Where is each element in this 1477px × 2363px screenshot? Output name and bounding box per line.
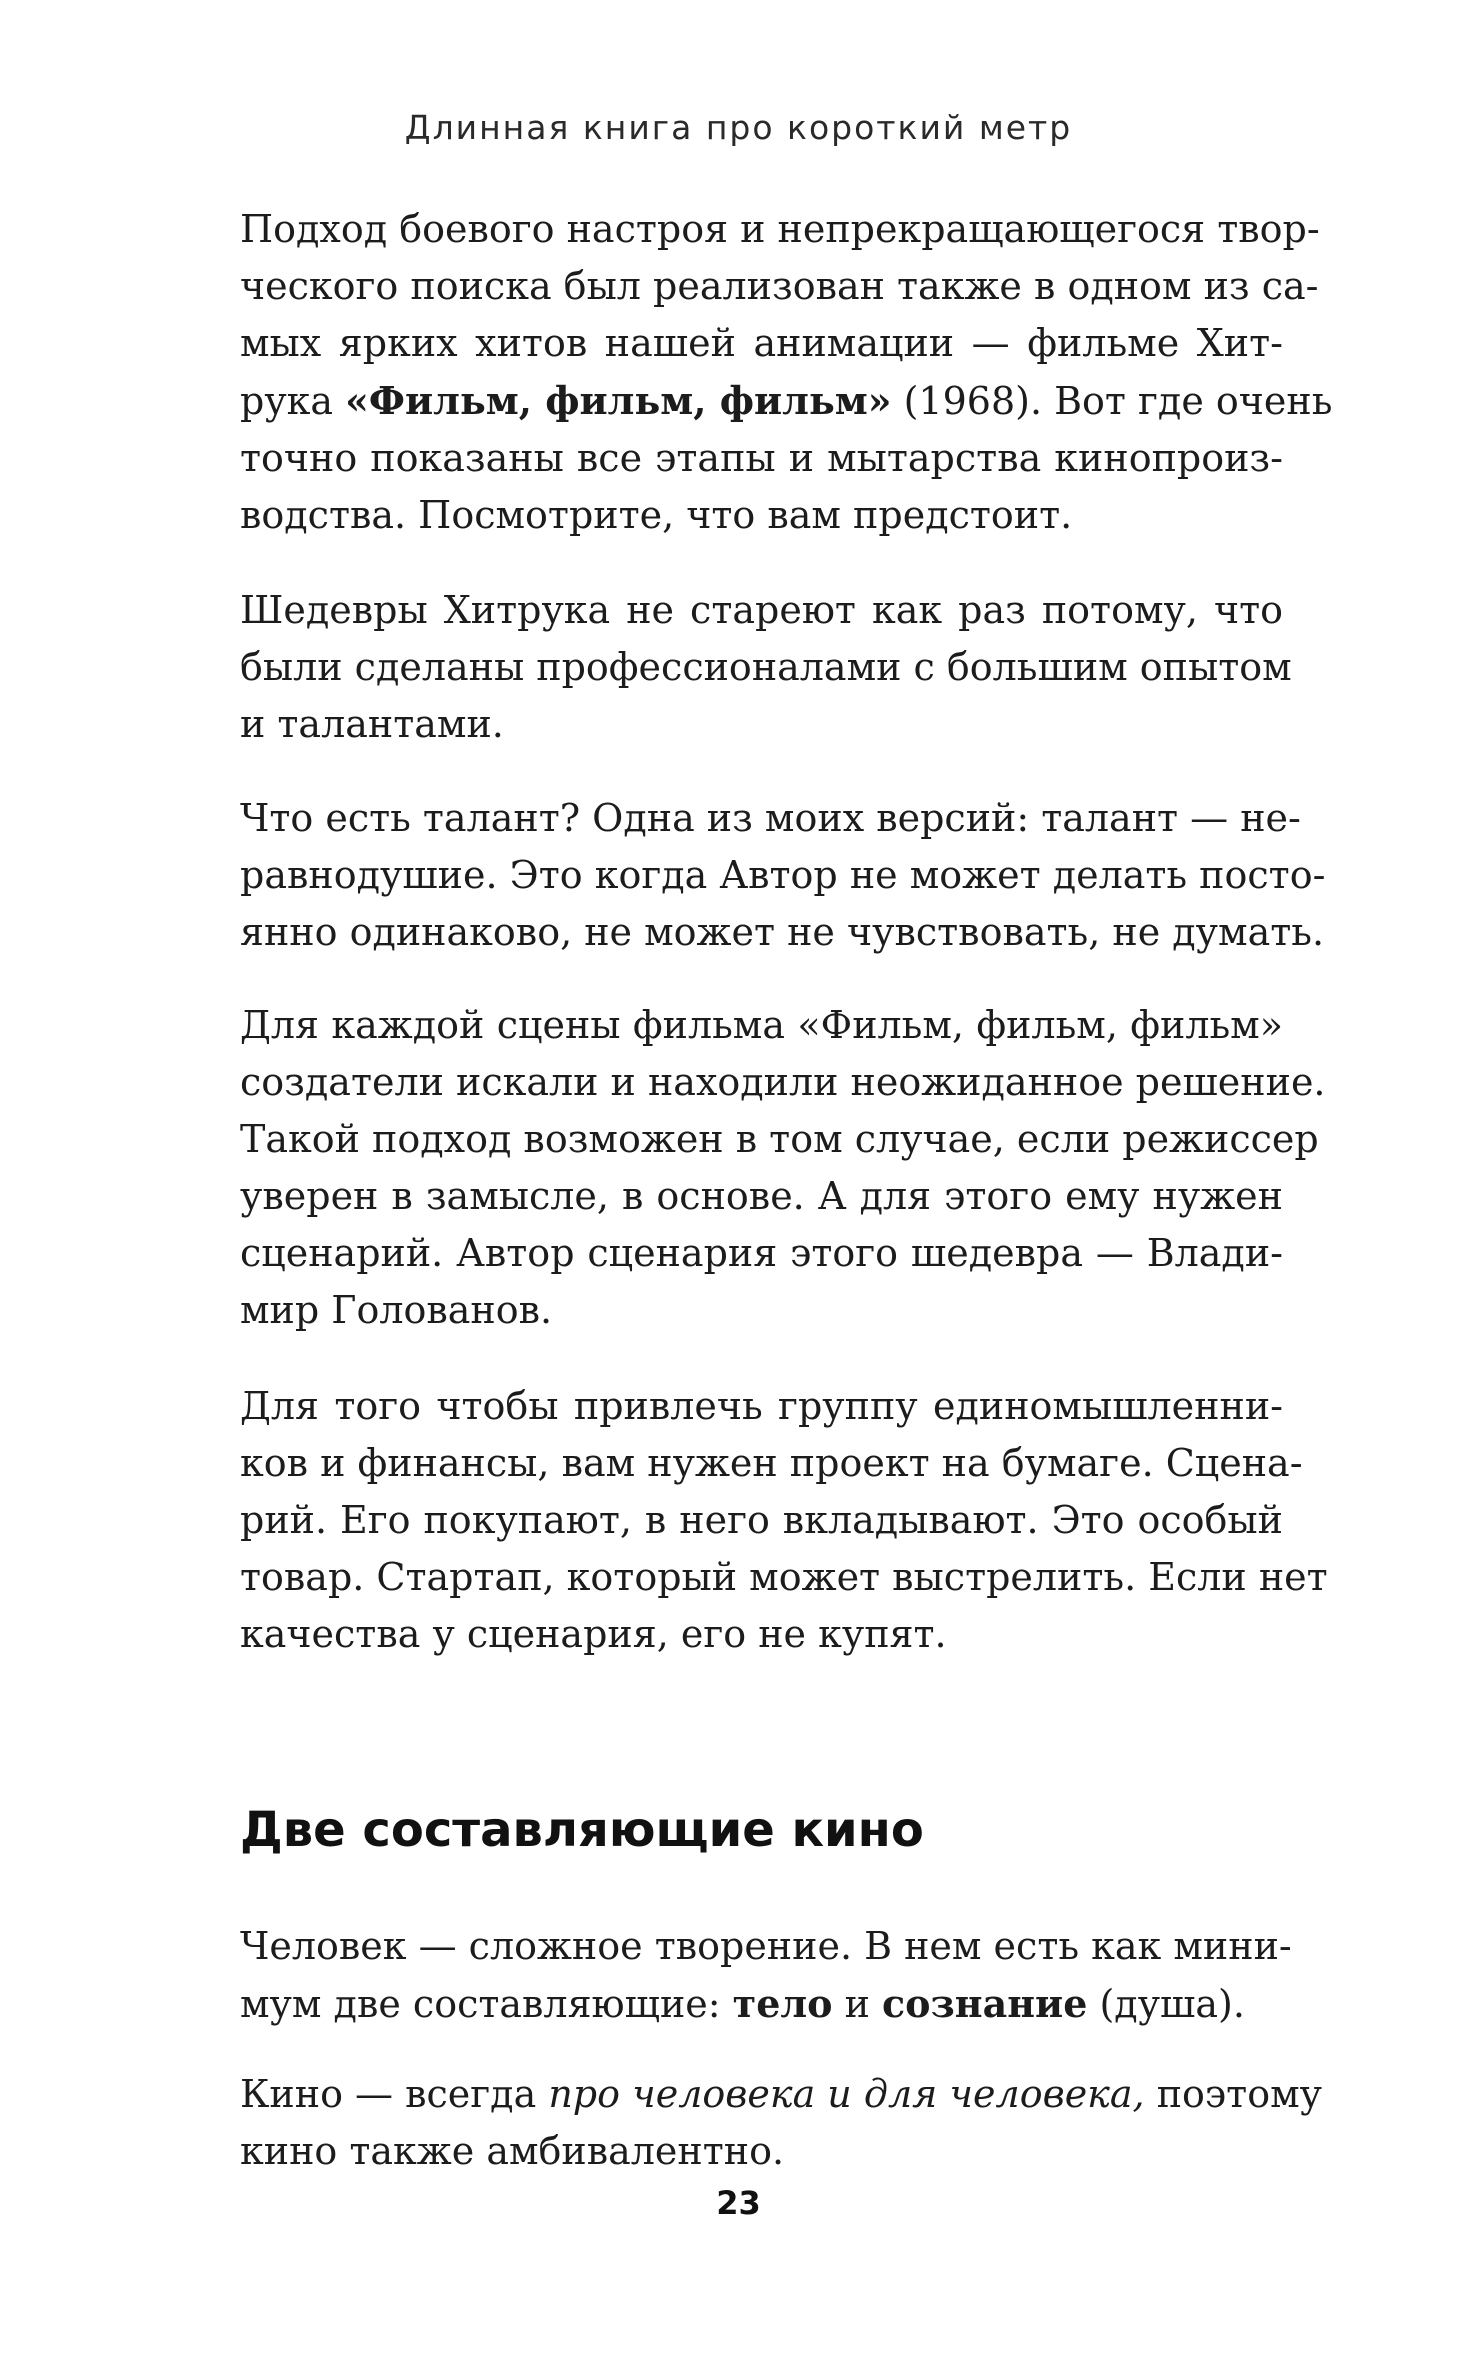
text-line: мир Голованов. — [240, 1288, 553, 1332]
text-line: кино также амбивалентно. — [240, 2129, 785, 2173]
text-run: Кино — всегда — [240, 2072, 549, 2116]
text-line: ков и финансы, вам нужен проект на бумаге. Сцена- — [240, 1441, 1303, 1485]
text-line: точно показаны все этапы и мытарства кинопроиз- — [240, 436, 1283, 480]
text-run: и — [832, 1982, 883, 2026]
text-line — [240, 372, 1333, 430]
text-line: рий. Его покупают, в него вкладывают. Это особый — [240, 1498, 1283, 1542]
text-line: были сделаны профессионалами с большим опытом — [240, 645, 1292, 689]
term-body-bold: тело — [732, 1981, 833, 2026]
text-line: Подход боевого настроя и непрекращающегося твор- — [240, 207, 1320, 251]
paragraph-3 — [240, 790, 1326, 961]
text-line: Шедевры Хитрука не стареют как раз потому, что — [240, 588, 1283, 632]
film-title-bold: «Фильм, фильм, фильм» — [345, 378, 892, 423]
text-run: (1968). Вот где очень — [891, 379, 1333, 423]
text-line: ческого поиска был реализован также в одном из са- — [240, 264, 1319, 308]
text-line: Такой подход возможен в том случае, если режиссер — [240, 1117, 1319, 1161]
paragraph-4 — [240, 997, 1326, 1339]
term-consciousness-bold: сознание — [882, 1981, 1088, 2026]
text-run: (душа). — [1087, 1982, 1245, 2026]
text-line — [240, 2066, 1322, 2123]
page-number: 23 — [716, 2184, 761, 2222]
phrase-italic: про человека и для человека, — [548, 2072, 1145, 2116]
section-paragraph-2 — [240, 2066, 1322, 2180]
text-line: Человек — сложное творение. В нем есть как мини- — [240, 1924, 1292, 1968]
paragraph-2 — [240, 582, 1292, 753]
text-line: Для того чтобы привлечь группу единомышленни- — [240, 1384, 1283, 1428]
text-run: рука — [240, 379, 346, 423]
text-line: Что есть талант? Одна из моих версий: талант — не- — [240, 796, 1301, 840]
paragraph-5 — [240, 1378, 1328, 1663]
text-line — [240, 1975, 1283, 2033]
text-line: янно одинаково, не может не чувствовать, не думать. — [240, 910, 1325, 954]
text-line: качества у сценария, его не купят. — [240, 1612, 947, 1656]
text-line: Для каждой сцены фильма «Фильм, фильм, фильм» — [240, 1003, 1283, 1047]
text-line: мых ярких хитов нашей анимации — фильме Хит- — [240, 321, 1283, 365]
text-run: мум две составляющие: — [240, 1982, 733, 2026]
text-line: уверен в замысле, в основе. А для этого ему нужен — [240, 1174, 1283, 1218]
text-line: водства. Посмотрите, что вам предстоит. — [240, 493, 1073, 537]
section-heading: Две составляющие кино — [240, 1802, 924, 1858]
section-paragraph-1 — [240, 1918, 1292, 2033]
text-run: поэтому — [1144, 2072, 1322, 2116]
text-line: равнодушие. Это когда Автор не может делать посто- — [240, 853, 1326, 897]
text-line: сценарий. Автор сценария этого шедевра — Влади- — [240, 1231, 1283, 1275]
text-line: создатели искали и находили неожиданное решение. — [240, 1060, 1326, 1104]
paragraph-1 — [240, 201, 1333, 544]
text-line: товар. Стартап, который может выстрелить. Если нет — [240, 1555, 1328, 1599]
running-header: Длинная книга про короткий метр — [404, 108, 1073, 147]
text-line: и талантами. — [240, 702, 504, 746]
